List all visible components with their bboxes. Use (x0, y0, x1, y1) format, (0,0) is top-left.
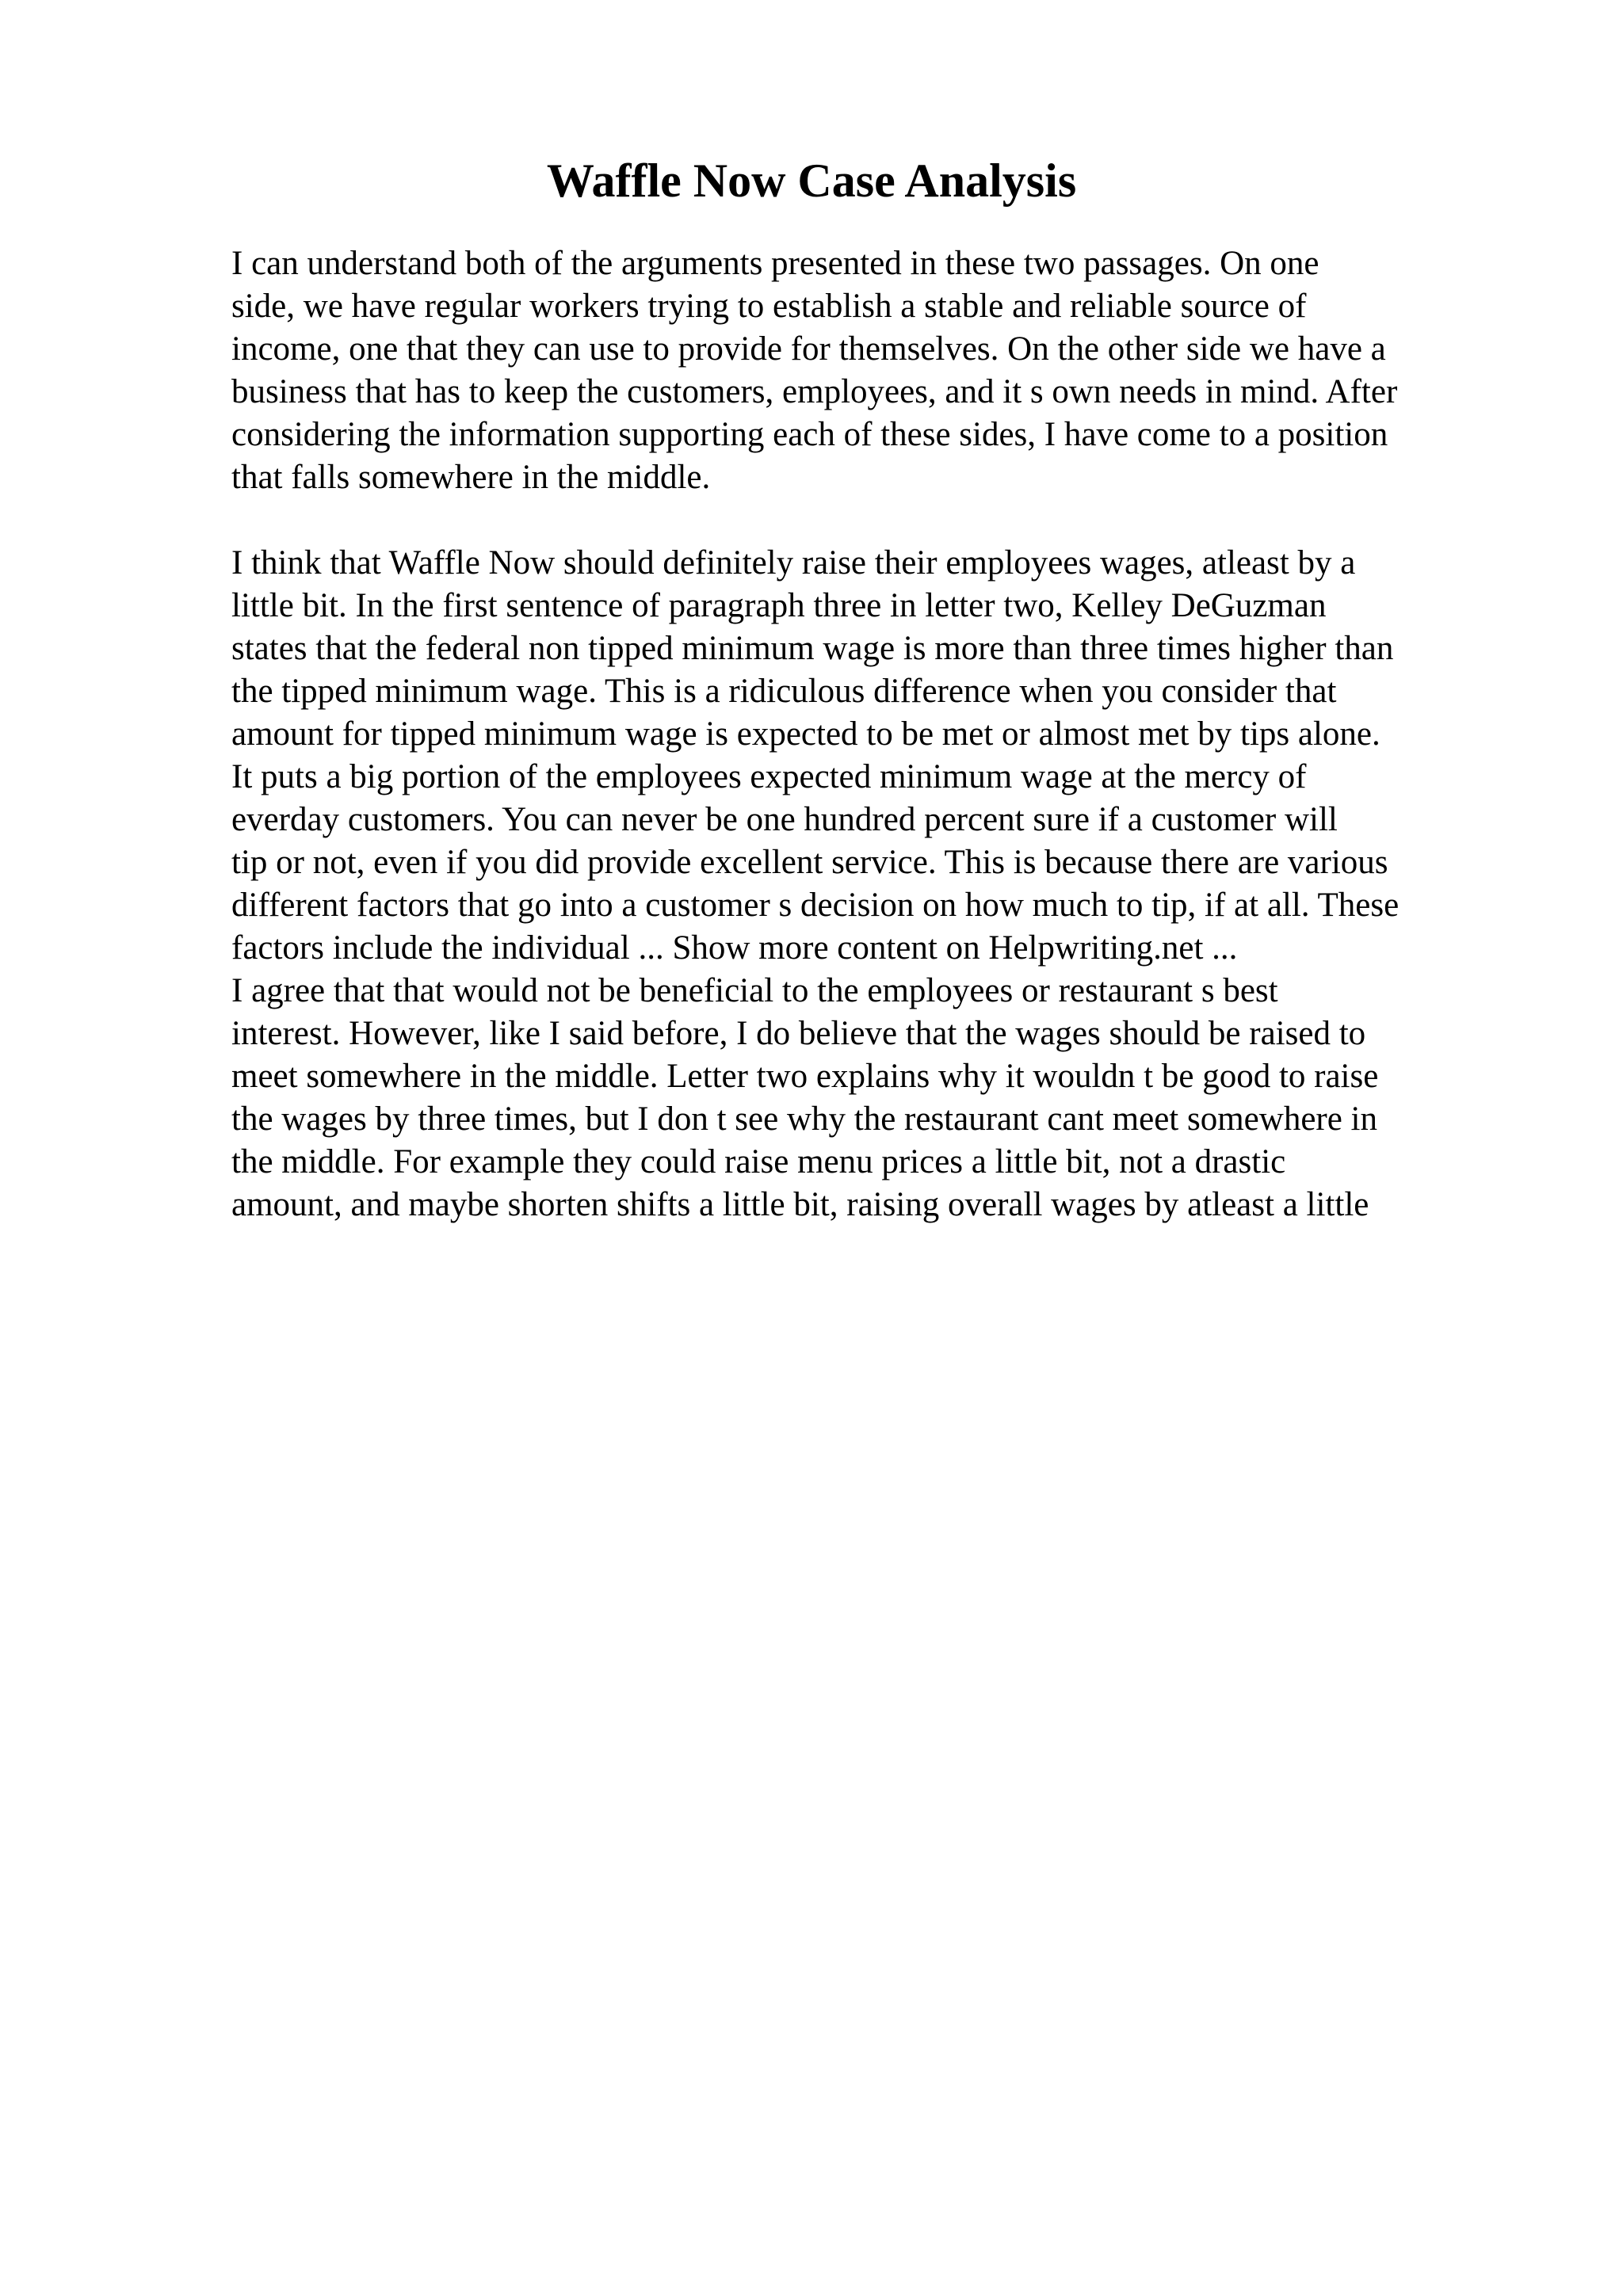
paragraph-1 (231, 242, 1515, 499)
text-line: amount for tipped minimum wage is expected to be met or almost met by tips alone. (231, 715, 1381, 753)
text-line: that falls somewhere in the middle. (231, 459, 711, 496)
text-line: interest. However, like I said before, I do believe that the wages should be raised to (231, 1015, 1366, 1052)
text-line: considering the information supporting each of these sides, I have come to a position (231, 416, 1388, 453)
text-line: states that the federal non tipped minimum wage is more than three times higher than (231, 630, 1394, 667)
text-line: the middle. For example they could raise menu prices a little bit, not a drastic (231, 1143, 1286, 1180)
text-line: the tipped minimum wage. This is a ridiculous difference when you consider that (231, 673, 1337, 710)
text-line: meet somewhere in the middle. Letter two explains why it wouldn t be good to raise (231, 1058, 1379, 1095)
text-line: different factors that go into a customer s decision on how much to tip, if at all. These (231, 887, 1400, 924)
text-line: I agree that that would not be beneficial to the employees or restaurant s best (231, 972, 1278, 1009)
text-line: little bit. In the first sentence of paragraph three in letter two, Kelley DeGuzman (231, 587, 1327, 624)
text-line: income, one that they can use to provide for themselves. On the other side we have a (231, 330, 1386, 368)
text-line: I think that Waffle Now should definitely raise their employees wages, atleast by a (231, 544, 1356, 582)
text-line: I can understand both of the arguments presented in these two passages. On one (231, 245, 1319, 282)
text-line: everday customers. You can never be one hundred percent sure if a customer will (231, 801, 1338, 838)
text-line: It puts a big portion of the employees expected minimum wage at the mercy of (231, 758, 1307, 795)
text-line: the wages by three times, but I don t see why the restaurant cant meet somewhere in (231, 1100, 1378, 1138)
text-line: tip or not, even if you did provide excellent service. This is because there are various (231, 844, 1388, 881)
document-title: Waffle Now Case Analysis (546, 154, 1077, 207)
text-line: amount, and maybe shorten shifts a little bit, raising overall wages by atleast a little (231, 1186, 1369, 1223)
paragraph-2 (231, 542, 1515, 1226)
text-line: factors include the individual ... Show more content on Helpwriting.net ... (231, 929, 1238, 967)
paragraph-gap (231, 499, 1515, 542)
text-line: side, we have regular workers trying to establish a stable and reliable source of (231, 288, 1307, 325)
text-line: business that has to keep the customers, employees, and it s own needs in mind. After (231, 373, 1398, 410)
document-body (231, 242, 1515, 1226)
